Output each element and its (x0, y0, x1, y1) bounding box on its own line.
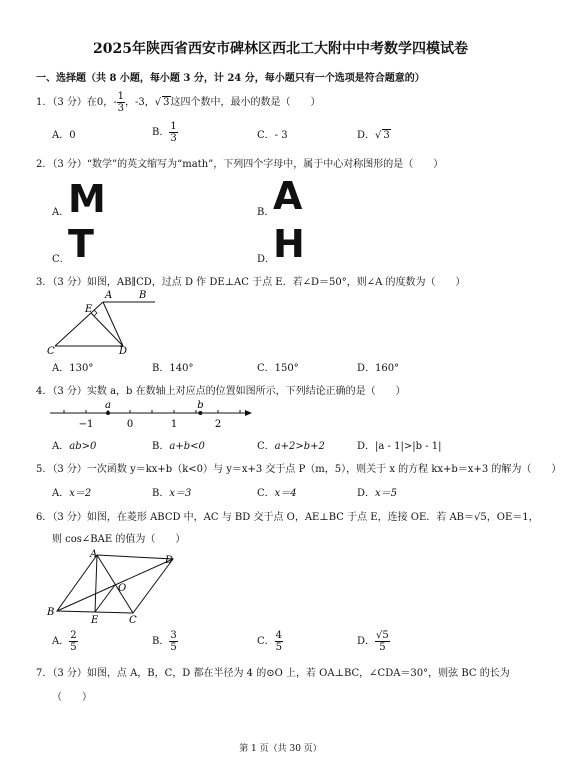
number-line-tick-label: 1 (170, 419, 178, 430)
point-a-marker (106, 411, 110, 415)
q6-label-o: O (118, 583, 127, 594)
q4-label-a: a (105, 400, 111, 411)
section-heading: 一、选择题（共 8 小题，每小题 3 分，计 24 分，每小题只有一个选项是符合题意的） (36, 73, 425, 84)
q2-option-b-label: B． (257, 207, 275, 218)
q3-label-b: B (139, 290, 147, 301)
q5-option-c: C．x＝4 (257, 488, 297, 499)
q6-option-d: D． $\frac{√5}{5}$ (357, 630, 389, 653)
question-6: 6．（3 分）如图，在菱形 ABCD 中，AC 与 BD 交于点 O，AE⊥BC 于点 E，连接 OE．若 AB＝√5，OE＝1， (36, 512, 539, 523)
q4-label-b: b (197, 400, 204, 411)
q1-option-a: A．0 (52, 130, 76, 141)
q6-option-a: A． $\frac{2}{5}$ (52, 630, 77, 653)
q3-option-a: A．130° (52, 363, 94, 374)
question-2: 2．（3 分）“数学”的英文缩写为“math”，下列四个字母中，属于中心对称图形的是（ ） (36, 159, 444, 170)
q5-option-a: A．x＝2 (52, 488, 92, 499)
question-3: 3．（3 分）如图，AB∥CD，过点 D 作 DE⊥AC 于点 E．若∠D＝50°，则∠A 的度数为（ ） (36, 277, 466, 288)
q4-option-d: D．|a - 1|>|b - 1| (357, 441, 442, 452)
question-1-minus: - (113, 97, 117, 108)
q1-option-b: B． $\frac{1}{3}$ (152, 121, 177, 144)
q2-letter-a: A (273, 174, 303, 218)
q2-letter-h: H (273, 222, 305, 266)
question-4: 4．（3 分）实数 a，b 在数轴上对应点的位置如图所示，下列结论正确的是（ ） (36, 386, 406, 397)
q3-label-e: E (85, 304, 93, 315)
q3-label-d: D (119, 346, 128, 356)
question-7-line-2: （ ） (52, 692, 92, 703)
q6-label-d: D (165, 555, 174, 566)
q3-figure (45, 286, 165, 356)
q6-figure (45, 545, 185, 625)
q2-letter-m: M (68, 177, 106, 221)
question-1-stem-start: 1．（3 分）在0， (36, 97, 114, 108)
q6-label-e: E (91, 615, 99, 625)
q5-option-b: B．x＝3 (152, 488, 192, 499)
q3-label-a: A (105, 290, 113, 301)
q3-option-b: B．140° (152, 363, 194, 374)
q2-option-d-label: D． (257, 254, 276, 265)
q6-option-c: C． $\frac{4}{5}$ (257, 630, 283, 653)
question-1-fraction: $\frac{1}{3}$ (117, 91, 125, 114)
question-6-line-2: 则 cos∠BAE 的值为（ ） (52, 534, 186, 545)
q4-option-a: A．ab>0 (52, 441, 97, 452)
number-line-tick-label: −1 (78, 419, 94, 430)
question-5: 5．（3 分）一次函数 y＝kx+b（k<0）与 y＝x+3 交于点 P（m，5），则关于 x 的方程 kx+b＝x+3 的解为（ ） (36, 464, 561, 475)
q1-option-d: D．√ 3 (357, 130, 390, 141)
question-1-sqrt: √ 3 (154, 97, 170, 108)
q3-option-d: D．160° (357, 363, 400, 374)
q6-label-c: C (129, 615, 137, 625)
q3-option-c: C．150° (257, 363, 299, 374)
page-footer: 第 1 页（共 30 页） (239, 744, 322, 754)
question-1-stem-mid: ，-3， (125, 97, 155, 108)
question-7: 7．（3 分）如图，点 A，B，C，D 都在半径为 4 的⊙O 上，若 OA⊥BC，∠CDA＝30°，则弦 BC 的长为 (36, 668, 510, 679)
q5-option-d: D．x＝5 (357, 488, 398, 499)
q4-number-line (45, 398, 265, 432)
number-line-tick-label: 2 (214, 419, 222, 430)
question-1-stem-end: 这四个数中，最小的数是（ ） (170, 97, 321, 108)
q3-label-c: C (47, 346, 55, 356)
q1-option-c: C．- 3 (257, 130, 288, 141)
q2-option-a-label: A． (52, 207, 70, 218)
q2-letter-t: T (68, 222, 94, 266)
q2-option-c-label: C． (52, 254, 70, 265)
q4-option-c: C．a+2>b+2 (257, 441, 325, 452)
q6-option-b: B． $\frac{3}{5}$ (152, 630, 177, 653)
question-1 (36, 91, 321, 114)
number-line-tick-label: 0 (126, 419, 134, 430)
page-title: 2025年陕西省西安市碑林区西北工大附中中考数学四模试卷 (93, 41, 468, 57)
q4-option-b: B．a+b<0 (152, 441, 205, 452)
point-b-marker (198, 411, 202, 415)
q6-label-a: A (90, 549, 98, 560)
q6-label-b: B (47, 607, 55, 618)
